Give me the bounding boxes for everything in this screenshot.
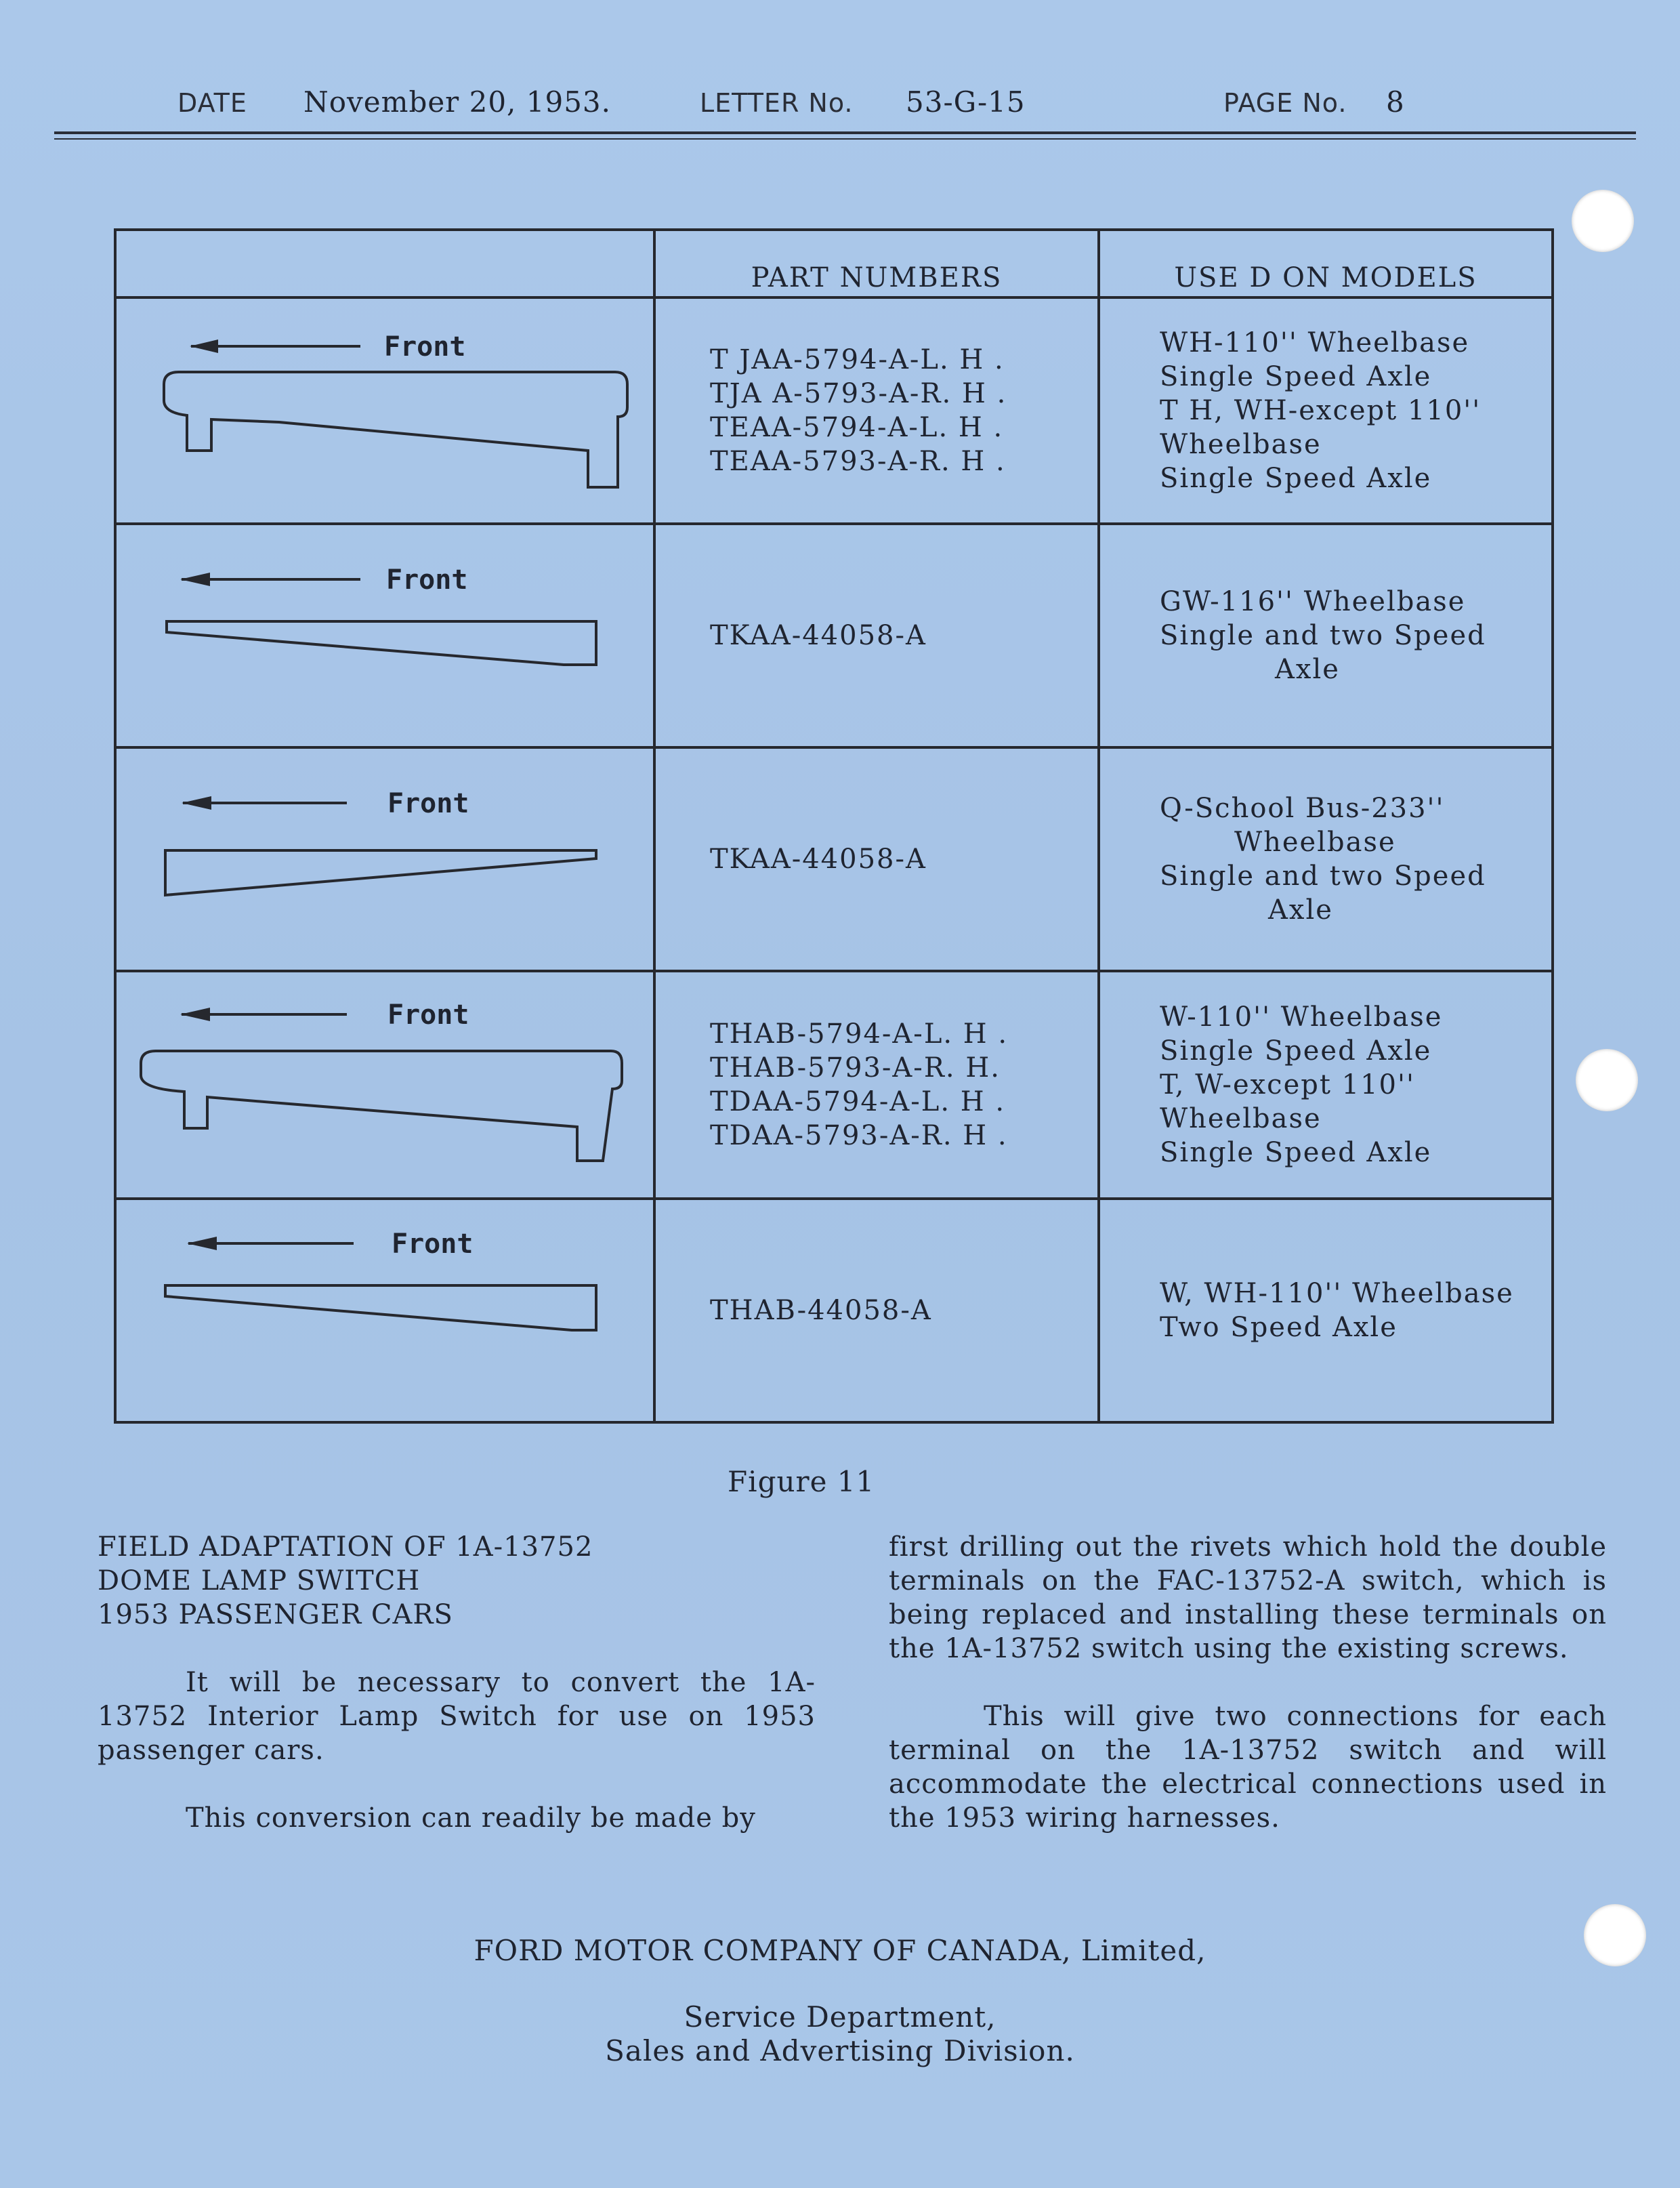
- parts-table: [114, 228, 1554, 1424]
- axle-drawing-tapered: [117, 525, 656, 749]
- paragraph: This conversion can readily be made by: [186, 1802, 756, 1834]
- part-number: TKAA-44058-A: [710, 620, 927, 651]
- header-rule-top: [54, 131, 1636, 134]
- model-line: WH-110'' Wheelbase: [1160, 327, 1470, 358]
- table-header-row: [115, 230, 1553, 297]
- article-heading: [98, 1530, 816, 1632]
- paragraph: first drilling out the rivets which hold the double terminals on the FAC-13752-A switch, which is being replaced and installing these terminals on the 1A-13752 switch using the existing screws.: [889, 1531, 1607, 1664]
- model-line: Single Speed Axle: [1160, 1035, 1432, 1067]
- model-line: Single and two Speed: [1160, 620, 1486, 651]
- table-row: [115, 971, 1553, 1199]
- front-label: Front: [387, 999, 469, 1031]
- table-row: [115, 524, 1553, 747]
- front-label: Front: [384, 331, 466, 363]
- used-on-models-header: USE D ON MODELS: [1099, 230, 1553, 297]
- axle-drawing-cell: [115, 971, 654, 1199]
- front-label: Front: [387, 788, 469, 819]
- model-line: T, W-except 110'': [1160, 1069, 1415, 1100]
- table-row: [115, 747, 1553, 971]
- model-line: T H, WH-except 110'': [1160, 395, 1482, 426]
- heading-line: 1953 PASSENGER CARS: [98, 1599, 453, 1630]
- front-label: Front: [392, 1229, 474, 1260]
- header-rule-bottom: [54, 138, 1636, 140]
- table-row: [115, 1199, 1553, 1422]
- part-numbers-cell: [654, 297, 1099, 524]
- used-on-models-cell: [1099, 747, 1553, 971]
- model-line: W-110'' Wheelbase: [1160, 1002, 1443, 1033]
- model-line: Axle: [1268, 894, 1333, 926]
- footer-division: Sales and Advertising Division.: [605, 2034, 1075, 2067]
- axle-drawing-wedge: [117, 749, 656, 972]
- model-line: W, WH-110'' Wheelbase: [1160, 1278, 1514, 1309]
- axle-drawing-cell: [115, 1199, 654, 1422]
- part-number: TDAA-5794-A-L. H .: [710, 1086, 1006, 1117]
- used-on-models-cell: [1099, 297, 1553, 524]
- table-row: [115, 297, 1553, 524]
- heading-line: FIELD ADAPTATION OF 1A-13752: [98, 1531, 593, 1563]
- part-number: THAB-5794-A-L. H .: [710, 1018, 1009, 1050]
- page-value: 8: [1386, 85, 1405, 119]
- part-number: THAB-5793-A-R. H.: [710, 1052, 1001, 1083]
- paragraph: This will give two connections for each terminal on the 1A-13752 switch and will accommodate the electrical connections used in the 1953 wiring harnesses.: [889, 1701, 1607, 1834]
- part-numbers-header: PART NUMBERS: [654, 230, 1099, 297]
- axle-drawing-cell: [115, 297, 654, 524]
- used-on-models-cell: [1099, 524, 1553, 747]
- model-line: Single and two Speed: [1160, 861, 1486, 892]
- part-numbers-cell: [654, 1199, 1099, 1422]
- letter-value: 53-G-15: [906, 85, 1026, 119]
- model-line: Single Speed Axle: [1160, 1137, 1432, 1168]
- axle-drawing-stepped: [117, 972, 656, 1200]
- paragraph: It will be necessary to convert the 1A-13752 Interior Lamp Switch for use on 1953 passenger cars.: [98, 1667, 816, 1766]
- model-line: Wheelbase: [1160, 429, 1322, 460]
- front-label: Front: [386, 564, 468, 596]
- footer-department: Service Department,: [684, 2000, 996, 2034]
- date-label: DATE: [177, 88, 247, 118]
- model-line: Two Speed Axle: [1160, 1312, 1398, 1343]
- part-number: TEAA-5793-A-R. H .: [710, 446, 1006, 477]
- part-number: THAB-44058-A: [710, 1295, 932, 1326]
- date-value: November 20, 1953.: [303, 85, 611, 119]
- model-line: Wheelbase: [1234, 827, 1396, 858]
- part-number: T JAA-5794-A-L. H .: [710, 344, 1005, 375]
- binder-hole-top: [1572, 190, 1634, 252]
- used-on-models-cell: [1099, 971, 1553, 1199]
- model-line: GW-116'' Wheelbase: [1160, 586, 1466, 617]
- axle-drawing-cell: [115, 747, 654, 971]
- letter-label: LETTER No.: [700, 88, 854, 118]
- model-line: Axle: [1275, 654, 1340, 685]
- used-on-models-cell: [1099, 1199, 1553, 1422]
- article-left-column: [98, 1530, 816, 1835]
- footer-company: FORD MOTOR COMPANY OF CANADA, Limited,: [474, 1934, 1206, 1967]
- model-line: Single Speed Axle: [1160, 361, 1432, 392]
- part-number: TDAA-5793-A-R. H .: [710, 1120, 1008, 1151]
- model-line: Wheelbase: [1160, 1103, 1322, 1134]
- model-line: Single Speed Axle: [1160, 463, 1432, 494]
- part-numbers-cell: [654, 971, 1099, 1199]
- drawing-column-header: [115, 230, 654, 297]
- part-number: TKAA-44058-A: [710, 844, 927, 875]
- heading-line: DOME LAMP SWITCH: [98, 1565, 421, 1596]
- part-numbers-cell: [654, 524, 1099, 747]
- part-number: TJA A-5793-A-R. H .: [710, 378, 1007, 409]
- model-line: Q-School Bus-233'': [1160, 793, 1445, 824]
- binder-hole-middle: [1576, 1049, 1638, 1111]
- page-label: PAGE No.: [1223, 88, 1347, 118]
- axle-drawing-cell: [115, 524, 654, 747]
- figure-caption: Figure 11: [728, 1465, 875, 1498]
- axle-drawing-tapered: [117, 1200, 656, 1424]
- article-right-column: [889, 1530, 1607, 1835]
- part-number: TEAA-5794-A-L. H .: [710, 412, 1004, 443]
- part-numbers-cell: [654, 747, 1099, 971]
